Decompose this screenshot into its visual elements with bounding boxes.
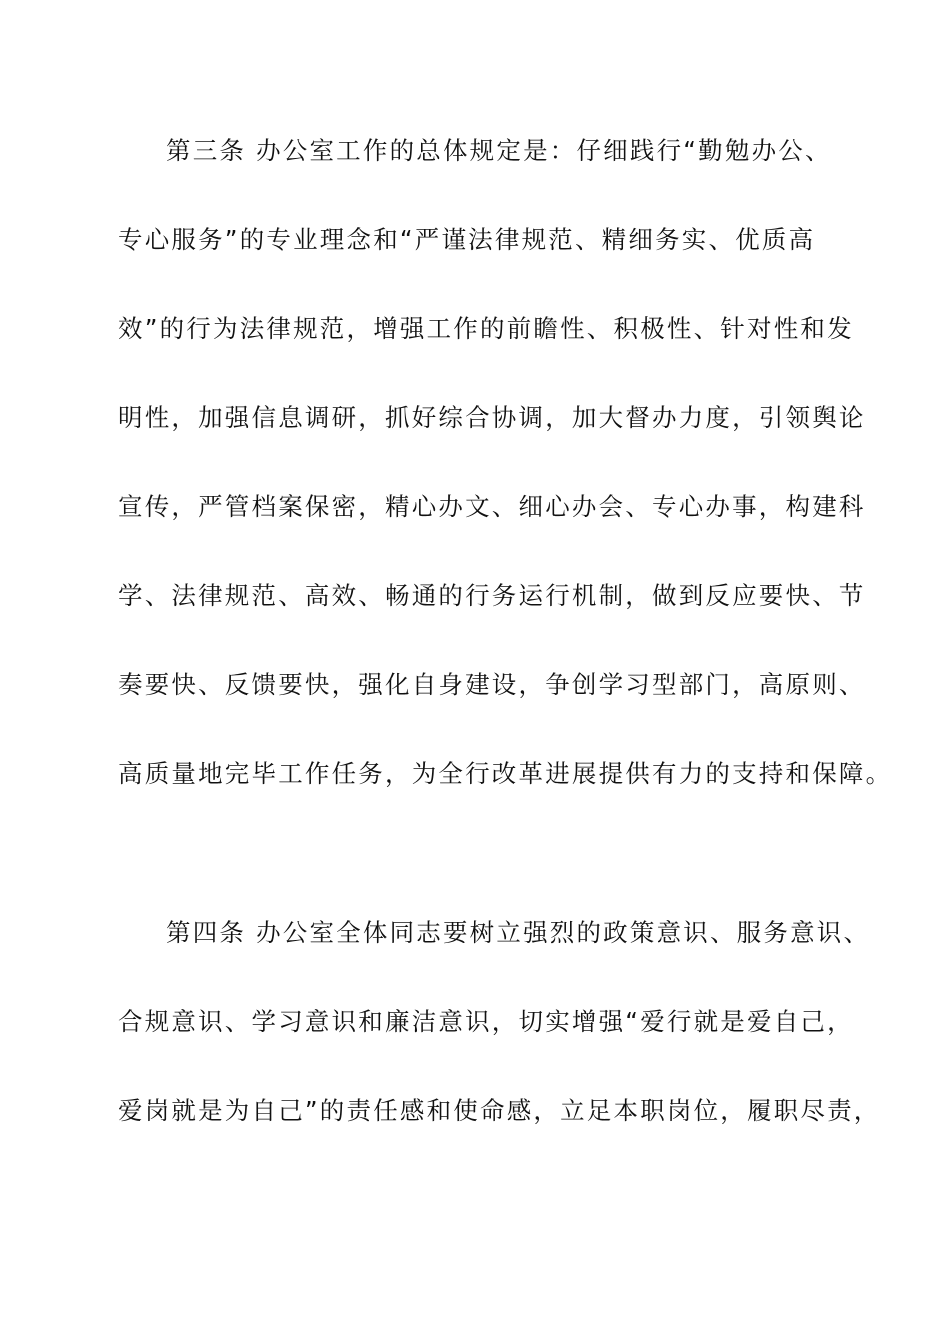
text-line: 学、法律规范、高效、畅通的行务运行机制，做到反应要快、节	[118, 581, 866, 610]
text-line: 合规意识、学习意识和廉洁意识，切实增强“爱行就是爱自己，	[118, 1007, 854, 1036]
text-line: 奏要快、反馈要快，强化自身建设，争创学习型部门，高原则、	[118, 670, 866, 699]
text-line: 第四条 办公室全体同志要树立强烈的政策意识、服务意识、	[166, 918, 871, 947]
text-line: 专心服务”的专业理念和“严谨法律规范、精细务实、优质高	[118, 225, 816, 254]
text-line: 爱岗就是为自己”的责任感和使命感，立足本职岗位，履职尽责，	[118, 1096, 881, 1125]
text-line: 宣传，严管档案保密，精心办文、细心办会、专心办事，构建科	[118, 492, 866, 521]
text-line: 明性，加强信息调研，抓好综合协调，加大督办力度，引领舆论	[118, 403, 866, 432]
text-line: 第三条 办公室工作的总体规定是：仔细践行“勤勉办公、	[166, 136, 832, 165]
text-line: 效”的行为法律规范，增强工作的前瞻性、积极性、针对性和发	[118, 314, 854, 343]
text-line: 高质量地完毕工作任务，为全行改革进展提供有力的支持和保障。	[118, 759, 893, 788]
